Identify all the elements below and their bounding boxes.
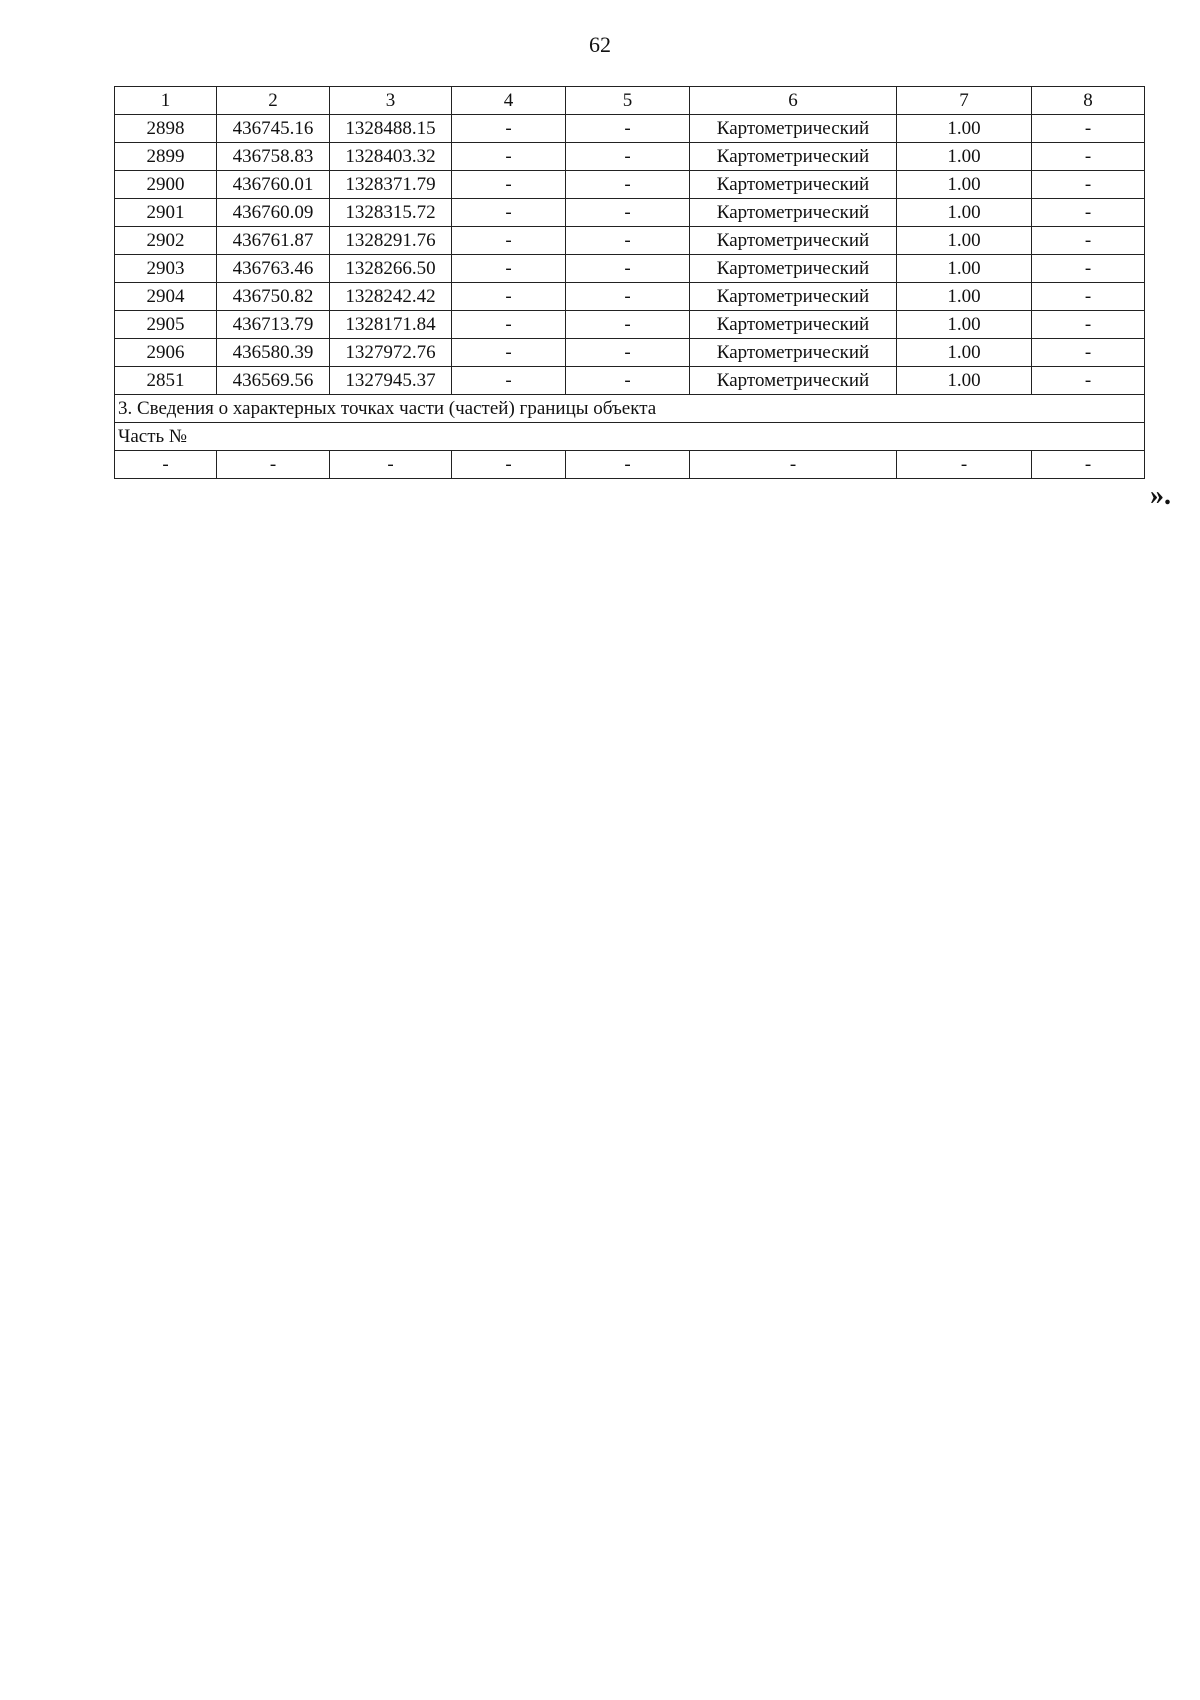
table-cell: - [566,255,690,283]
table-row [115,171,1145,199]
table-cell: - [1032,199,1145,227]
table-cell: 2906 [115,339,217,367]
table-cell: 436760.01 [217,171,330,199]
table-cell: - [452,451,566,479]
table-cell: - [1032,311,1145,339]
table-cell: 1.00 [897,311,1032,339]
table-cell: Картометрический [690,367,897,395]
table-cell: 1.00 [897,339,1032,367]
table-cell: 2902 [115,227,217,255]
table-cell: - [1032,171,1145,199]
table-cell: 1.00 [897,199,1032,227]
table-cell: - [566,227,690,255]
table-body [115,87,1145,479]
table-cell: Картометрический [690,339,897,367]
table-cell: Картометрический [690,199,897,227]
table-cell: Картометрический [690,255,897,283]
table-cell: 1.00 [897,283,1032,311]
table-cell: 1.00 [897,367,1032,395]
table-cell: 436750.82 [217,283,330,311]
table-cell: 1328315.72 [330,199,452,227]
table-header-row [115,87,1145,115]
table-cell: 436763.46 [217,255,330,283]
table-cell: - [1032,339,1145,367]
table-row [115,367,1145,395]
table-cell: - [1032,115,1145,143]
table-cell: - [330,451,452,479]
part-label: Часть № [115,423,1145,451]
table-cell: 436745.16 [217,115,330,143]
table-cell: - [566,451,690,479]
table-cell: - [115,451,217,479]
table-row [115,115,1145,143]
table-cell: - [452,367,566,395]
table-row [115,143,1145,171]
table-cell: 436760.09 [217,199,330,227]
table-cell: - [452,283,566,311]
table-row [115,199,1145,227]
table-cell: - [897,451,1032,479]
table-cell: - [566,311,690,339]
table-cell: - [1032,451,1145,479]
table-row [115,283,1145,311]
table-cell: - [1032,143,1145,171]
table-cell: - [452,171,566,199]
table-cell: 1.00 [897,115,1032,143]
part-label-row [115,423,1145,451]
table-cell: 1328242.42 [330,283,452,311]
table-cell: Картометрический [690,143,897,171]
table-cell: Картометрический [690,283,897,311]
table-cell: 436758.83 [217,143,330,171]
table-cell: 6 [690,87,897,115]
table-cell: 7 [897,87,1032,115]
table-cell: 2905 [115,311,217,339]
table-cell: 1.00 [897,255,1032,283]
table-cell: - [566,367,690,395]
table-cell: Картометрический [690,171,897,199]
closing-quote-mark: ». [1150,480,1171,511]
table-cell: 8 [1032,87,1145,115]
table-cell: 1327945.37 [330,367,452,395]
table-cell: 1.00 [897,143,1032,171]
table-cell: 436713.79 [217,311,330,339]
table-cell: 4 [452,87,566,115]
table-cell: Картометрический [690,311,897,339]
table-cell: - [452,339,566,367]
table-cell: 1328488.15 [330,115,452,143]
table-cell: - [566,115,690,143]
table-cell: 2899 [115,143,217,171]
table-cell: 1328171.84 [330,311,452,339]
table-cell: 1328403.32 [330,143,452,171]
table-cell: Картометрический [690,227,897,255]
table-cell: - [566,339,690,367]
table-cell: - [452,255,566,283]
table-cell: - [452,115,566,143]
table-cell: - [1032,255,1145,283]
table-cell: 1328371.79 [330,171,452,199]
table-cell: 2 [217,87,330,115]
table-cell: 436569.56 [217,367,330,395]
table-cell: - [452,311,566,339]
table-cell: 1.00 [897,227,1032,255]
table-cell: - [452,143,566,171]
table-cell: 2898 [115,115,217,143]
table-cell: 436761.87 [217,227,330,255]
table-cell: 1 [115,87,217,115]
table-row [115,311,1145,339]
table-cell: - [452,227,566,255]
table-cell: - [452,199,566,227]
table-cell: - [690,451,897,479]
table-cell: 2903 [115,255,217,283]
table-cell: - [1032,227,1145,255]
table-row [115,227,1145,255]
table-row [115,255,1145,283]
table-cell: 2900 [115,171,217,199]
table-cell: - [566,199,690,227]
table-cell: - [1032,367,1145,395]
table-row [115,339,1145,367]
table-cell: 3 [330,87,452,115]
table-cell: 2904 [115,283,217,311]
table-cell: - [566,171,690,199]
page-number: 62 [589,32,611,57]
table-cell: 436580.39 [217,339,330,367]
table-cell: - [217,451,330,479]
boundary-points-table [114,86,1145,479]
table-cell: 1328266.50 [330,255,452,283]
boundary-points-table-container [114,86,1145,479]
table-cell: 1328291.76 [330,227,452,255]
table-cell: 5 [566,87,690,115]
table-cell: 1.00 [897,171,1032,199]
table-cell: - [566,143,690,171]
section-title-row [115,395,1145,423]
table-cell: Картометрический [690,115,897,143]
table-cell: 2851 [115,367,217,395]
table-cell: 2901 [115,199,217,227]
table-cell: - [566,283,690,311]
empty-table-row [115,451,1145,479]
table-cell: - [1032,283,1145,311]
table-cell: 1327972.76 [330,339,452,367]
section-title: 3. Сведения о характерных точках части (частей) границы объекта [115,395,1145,423]
